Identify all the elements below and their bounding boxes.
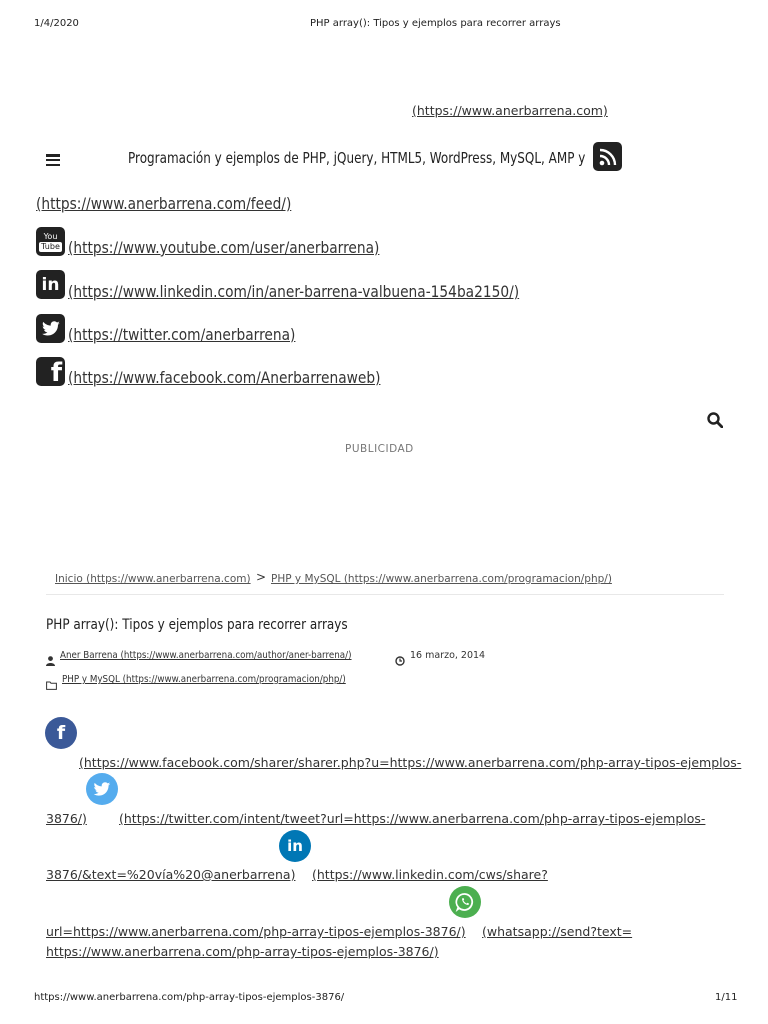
linkedin-icon[interactable]: in [36, 270, 65, 299]
site-tagline: Programación y ejemplos de PHP, jQuery, HTML5, WordPress, MySQL, AMP y [128, 149, 586, 167]
twitter-link[interactable]: (https://twitter.com/anerbarrena) [68, 325, 296, 344]
menu-icon[interactable] [46, 154, 60, 166]
facebook-link[interactable]: (https://www.facebook.com/Anerbarrenaweb) [68, 368, 381, 387]
youtube-link[interactable]: (https://www.youtube.com/user/anerbarrena) [68, 238, 380, 257]
linkedin-share-link-line2[interactable]: url=https://www.anerbarrena.com/php-array-tipos-ejemplos-3876/) [46, 924, 466, 939]
whatsapp-share-link-line1[interactable]: (whatsapp://send?text= [482, 924, 633, 939]
print-page-number: 1/11 [715, 992, 738, 1003]
linkedin-share-icon[interactable]: in [279, 830, 311, 862]
linkedin-share-link-line1[interactable]: (https://www.linkedin.com/cws/share? [312, 867, 548, 882]
folder-icon [46, 675, 57, 684]
feed-link[interactable]: (https://www.anerbarrena.com/feed/) [36, 194, 292, 213]
breadcrumb-home[interactable]: Inicio (https://www.anerbarrena.com) [55, 573, 251, 585]
facebook-icon[interactable]: f [36, 357, 65, 386]
print-url: https://www.anerbarrena.com/php-array-tipos-ejemplos-3876/ [34, 992, 345, 1003]
breadcrumb-separator: > [256, 570, 267, 584]
youtube-icon[interactable]: You Tube [36, 227, 65, 256]
user-icon [46, 651, 55, 661]
twitter-share-link-line2[interactable]: 3876/&text=%20vía%20@anerbarrena) [46, 867, 296, 882]
article-title: PHP array(): Tipos y ejemplos para recorrer arrays [46, 617, 348, 633]
whatsapp-share-link-line2[interactable]: https://www.anerbarrena.com/php-array-tipos-ejemplos-3876/) [46, 944, 439, 959]
facebook-share-link-line2[interactable]: 3876/) [46, 811, 87, 826]
twitter-share-link-line1[interactable]: (https://twitter.com/intent/tweet?url=https://www.anerbarrena.com/php-array-tipos-ejemplos- [119, 811, 706, 826]
breadcrumb-section[interactable]: PHP y MySQL (https://www.anerbarrena.com/programacion/php/) [271, 573, 612, 585]
breadcrumb-divider [46, 594, 724, 595]
rss-icon[interactable] [593, 142, 622, 171]
facebook-share-icon[interactable]: f [45, 717, 77, 749]
ad-label: PUBLICIDAD [345, 443, 414, 455]
home-link[interactable]: (https://www.anerbarrena.com) [412, 103, 608, 118]
clock-icon [395, 651, 405, 661]
print-title: PHP array(): Tipos y ejemplos para recorrer arrays [310, 18, 561, 29]
print-date: 1/4/2020 [34, 18, 79, 29]
linkedin-link[interactable]: (https://www.linkedin.com/in/aner-barrena-valbuena-154ba2150/) [68, 282, 520, 301]
search-icon[interactable] [707, 412, 723, 428]
facebook-share-link-line1[interactable]: (https://www.facebook.com/sharer/sharer.php?u=https://www.anerbarrena.com/php-array-tipos-ejemplos- [79, 755, 742, 770]
category-link[interactable]: PHP y MySQL (https://www.anerbarrena.com/programacion/php/) [62, 674, 346, 685]
twitter-share-icon[interactable] [86, 773, 118, 805]
twitter-icon[interactable] [36, 314, 65, 343]
whatsapp-share-icon[interactable] [449, 886, 481, 918]
article-date: 16 marzo, 2014 [410, 650, 486, 661]
author-link[interactable]: Aner Barrena (https://www.anerbarrena.com/author/aner-barrena/) [60, 650, 352, 661]
